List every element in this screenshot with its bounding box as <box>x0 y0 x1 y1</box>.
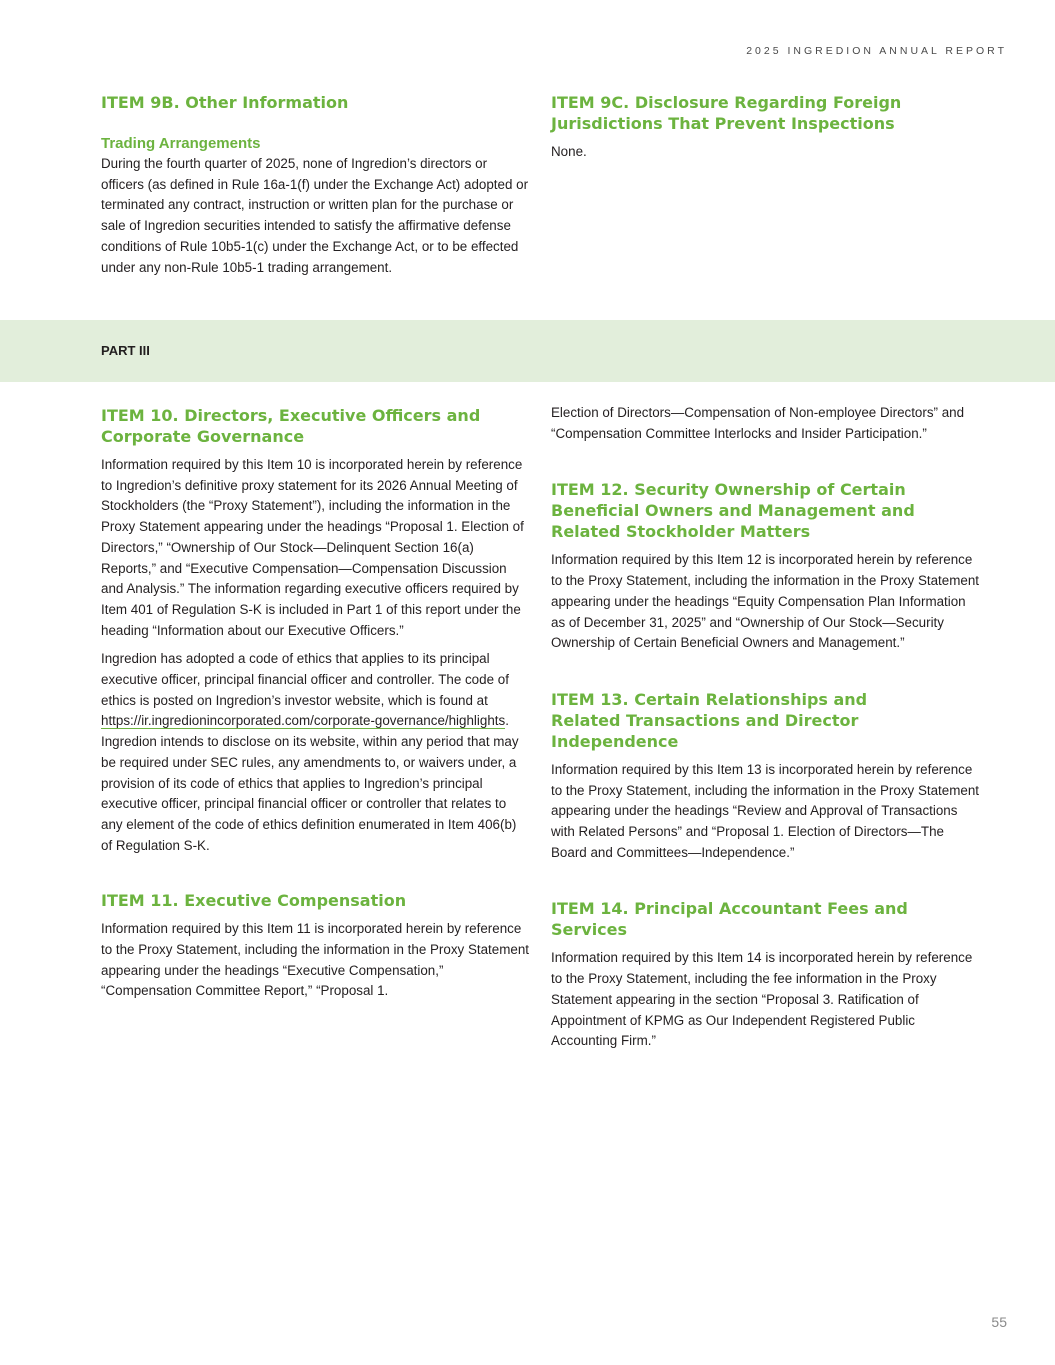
item-11-body-continued: Election of Directors—Compensation of Non-employee Directors” and “Compensation Committee Interlocks and Insider Participation.” <box>551 405 965 441</box>
item-12-heading: ITEM 12. Security Ownership of Certain Beneficial Owners and Management and Related Stockholder Matters <box>551 480 915 542</box>
item-10-heading: ITEM 10. Directors, Executive Officers and Corporate Governance <box>101 406 481 446</box>
left-column <box>101 405 529 1002</box>
item-10-paragraph-2-text: Ingredion has adopted a code of ethics that applies to its principal executive officer, principal financial officer and controller. The code of ethics is posted on Ingredion’s investor website, which is found at <box>101 651 509 708</box>
item-9c-body: None. <box>551 144 587 159</box>
item-9b-body: During the fourth quarter of 2025, none of Ingredion’s directors or officers (as defined in Rule 16a-1(f) under the Exchange Act) adopted or terminated any contract, instruction or written plan for the purchase or sale of Ingredion securities intended to satisfy the affirmative defense conditions of Rule 10b5-1(c) under the Exchange Act, or to be effected under any non-Rule 10b5-1 trading arrangement. <box>101 156 529 275</box>
right-column <box>551 403 979 1052</box>
item-10-paragraph-2-continued: . Ingredion intends to disclose on its website, within any period that may be required under SEC rules, any amendments to, or waivers under, a provision of its code of ethics that applies to Ingredion’s principal executive officer, principal financial officer or controller that relates to any element of the code of ethics definition enumerated in Item 406(b) of Regulation S-K. <box>101 713 519 853</box>
item-13-heading: ITEM 13. Certain Relationships and Related Transactions and Director Independence <box>551 689 868 751</box>
item-11-body: Information required by this Item 11 is incorporated herein by reference to the Proxy Statement, including the information in the Proxy Statement appearing under the headings “Executive Compensation,” “Compensation Committee Report,” “Proposal 1. <box>101 921 529 999</box>
item-14-body: Information required by this Item 14 is incorporated herein by reference to the Proxy Statement, including the fee information in the Proxy Statement appearing in the section “Proposal 3. Ratification of Appointment of KPMG as Our Independent Registered Public Accounting Firm.” <box>551 950 973 1049</box>
item-9c-heading: ITEM 9C. Disclosure Regarding Foreign Jurisdictions That Prevent Inspections <box>551 93 902 133</box>
item-9c-section <box>551 92 971 163</box>
item-9b-heading: ITEM 9B. Other Information <box>101 93 349 112</box>
part-iii-label: PART III <box>101 343 150 358</box>
governance-highlights-link[interactable]: https://ir.ingredionincorporated.com/corporate-governance/highlights <box>101 713 506 729</box>
running-header: 2025 INGREDION ANNUAL REPORT <box>746 45 1007 57</box>
item-13-body: Information required by this Item 13 is incorporated herein by reference to the Proxy Statement, including the information in the Proxy Statement appearing under the headings “Review and Approval of Transactions with Related Persons” and “Proposal 1. Election of Directors—The Board and Committees—Independence.” <box>551 761 979 860</box>
item-10-paragraph-2 <box>101 649 529 856</box>
part-iii-band <box>0 320 1055 382</box>
item-10-paragraph-1: Information required by this Item 10 is incorporated herein by reference to Ingredion’s definitive proxy statement for its 2026 Annual Meeting of Stockholders (the “Proxy Statement”), including the information in the Proxy Statement appearing under the headings “Proposal 1. Election of Directors,” “Ownership of Our Stock—Delinquent Section 16(a) Reports,” and “Executive Compensation—Compensation Discussion and Analysis.” The information regarding executive officers required by Item 401 of Regulation S-K is included in Part 1 of this report under the heading “Information about our Executive Officers.” <box>101 457 524 638</box>
item-12-body: Information required by this Item 12 is incorporated herein by reference to the Proxy Statement, including the information in the Proxy Statement appearing under the headings “Equity Compensation Plan Information as of December 31, 2025” and “Ownership of Our Stock—Security Ownership of Certain Beneficial Owners and Management.” <box>551 552 979 651</box>
item-14-heading: ITEM 14. Principal Accountant Fees and Services <box>551 899 908 940</box>
trading-arrangements-subheading: Trading Arrangements <box>101 135 261 152</box>
page-number: 55 <box>991 1314 1007 1330</box>
item-9b-section <box>101 92 529 278</box>
item-11-heading: ITEM 11. Executive Compensation <box>101 891 407 911</box>
